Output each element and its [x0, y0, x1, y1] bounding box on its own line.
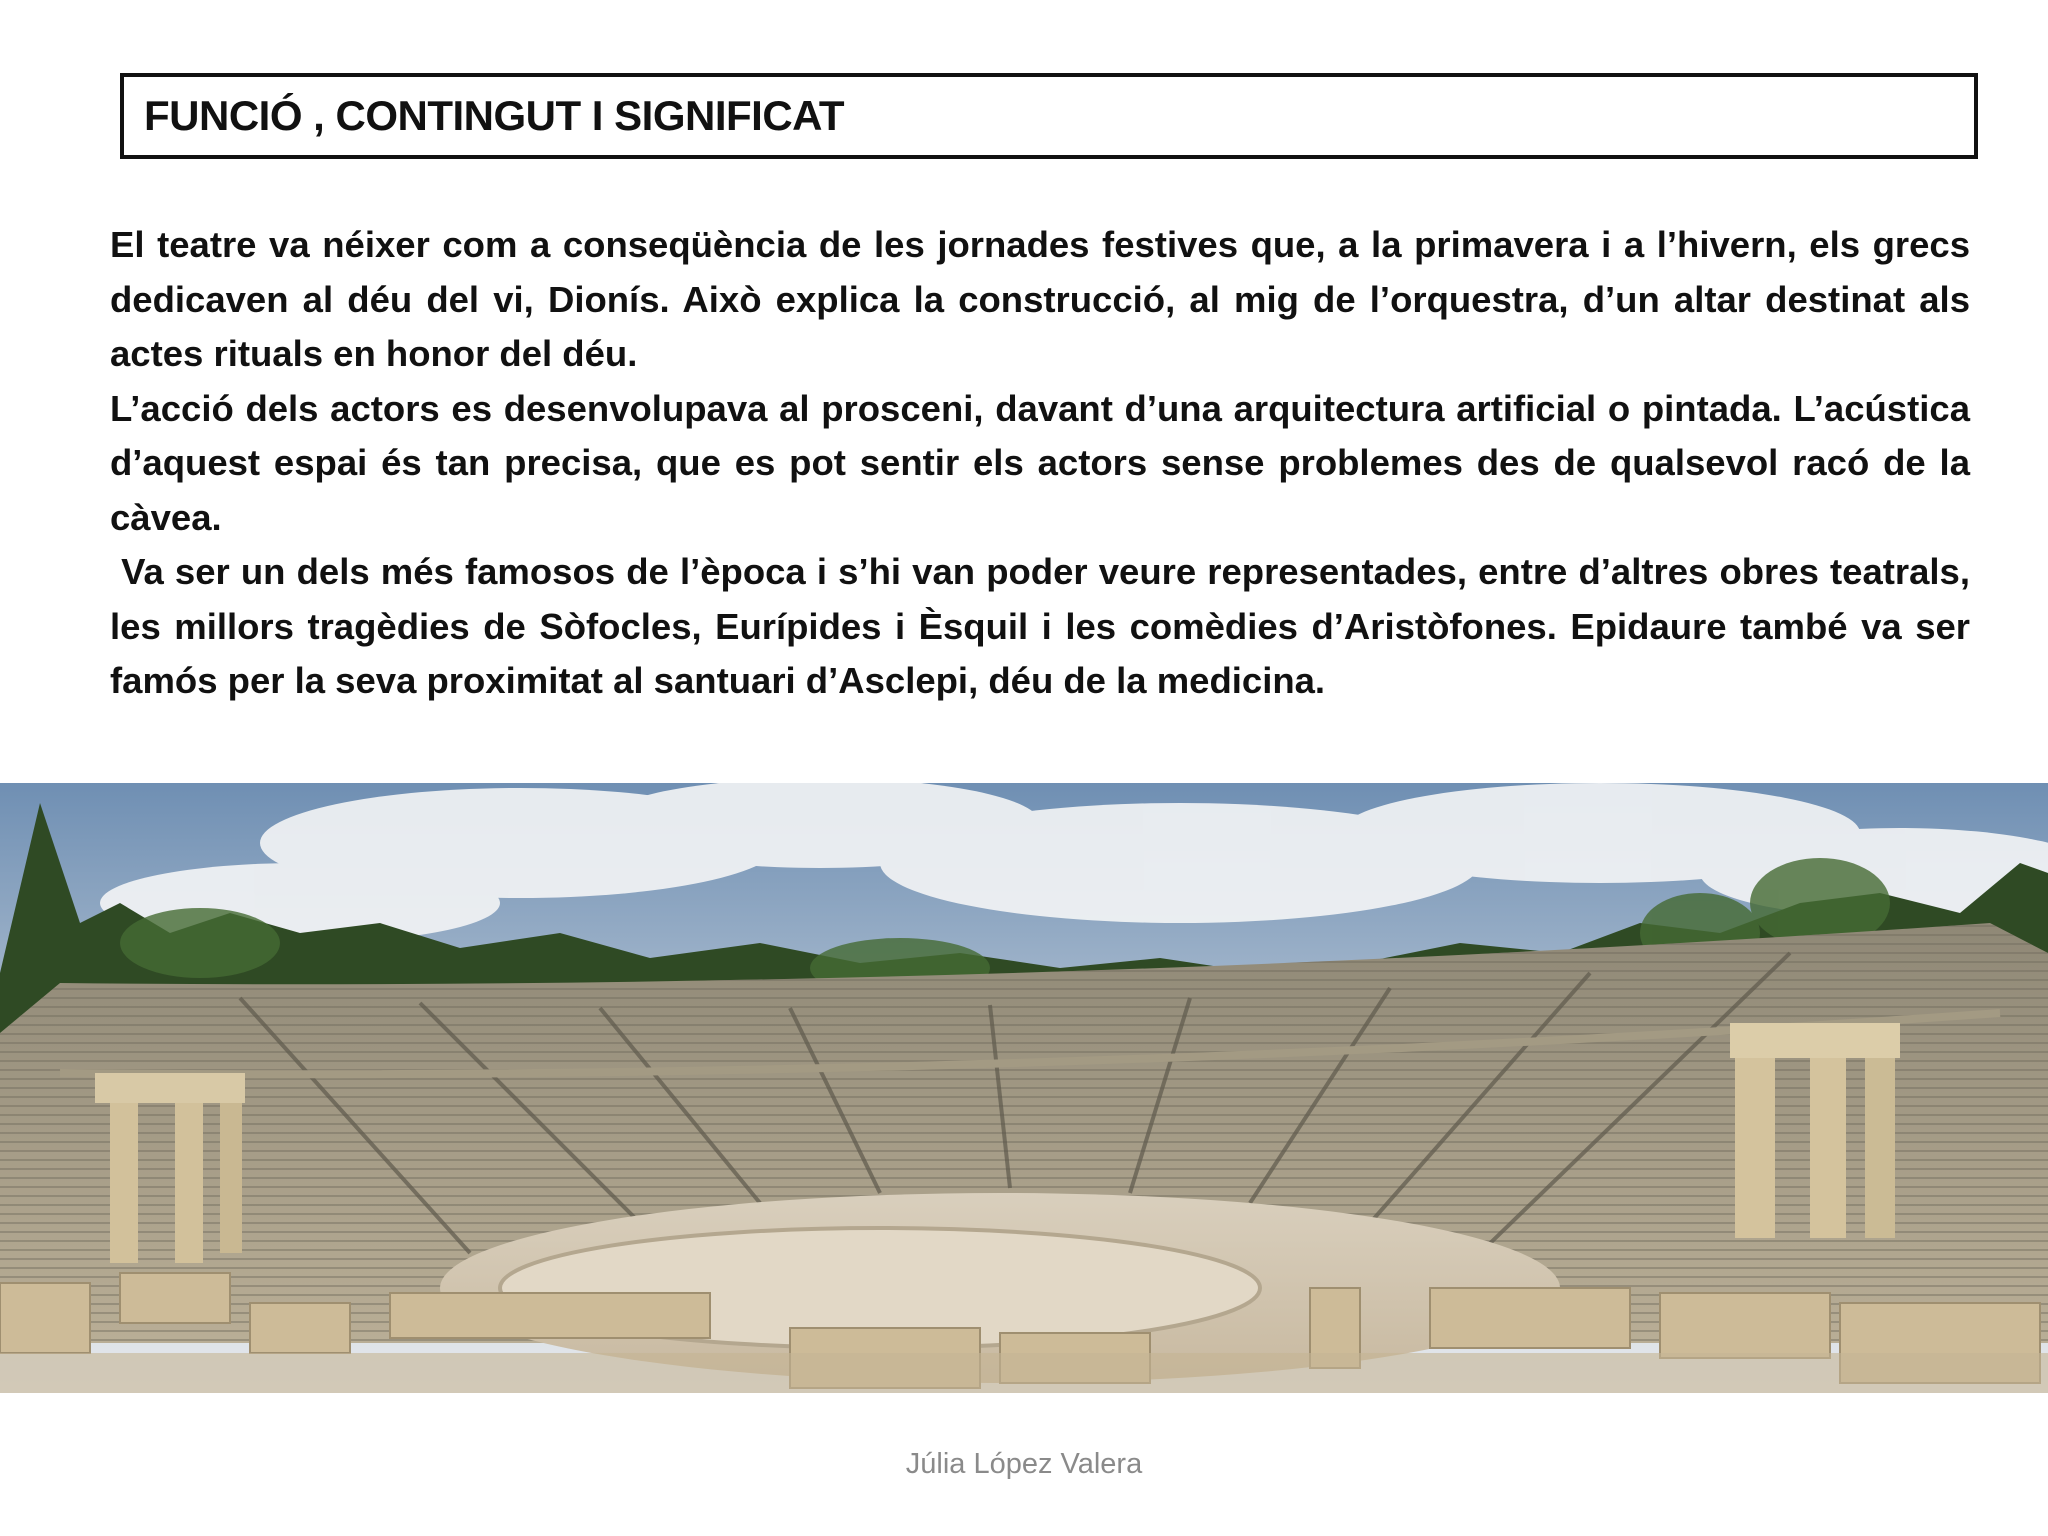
- paragraph-acoustics: L’acció dels actors es desenvolupava al prosceni, davant d’una arquitectura artificial o pintada. L’acústica d’aquest espai és tan precisa, que es pot sentir els actors sense problemes des de qualsevol racó de la càvea.: [110, 387, 1970, 538]
- right-gate: [1730, 1023, 1900, 1238]
- theatre-photo: [0, 783, 2048, 1393]
- body-text: [110, 218, 1981, 709]
- theatre-illustration: [0, 783, 2048, 1393]
- slide-title-box: [120, 73, 1978, 159]
- author-credit: Júlia López Valera: [905, 1448, 1143, 1480]
- paragraph-origin: El teatre va néixer com a conseqüència de les jornades festives que, a la primavera i a l’hivern, els grecs dedicaven al déu del vi, Dionís. Això explica la construcció, al mig de l’orquestra, d’un altar destinat als actes rituals en honor del déu.: [110, 224, 1970, 374]
- slide-title: FUNCIÓ , CONTINGUT I SIGNIFICAT: [144, 92, 845, 139]
- paragraph-fame: Va ser un dels més famosos de l’època i s’hi van poder veure representades, entre d’altres obres teatrals, les millors tragèdies de Sòfocles, Eurípides i Èsquil i les comèdies d’Aristòfones. Epidaure també va ser famós per la seva proximitat al santuari d’Asclepi, déu de la medicina.: [110, 551, 1981, 701]
